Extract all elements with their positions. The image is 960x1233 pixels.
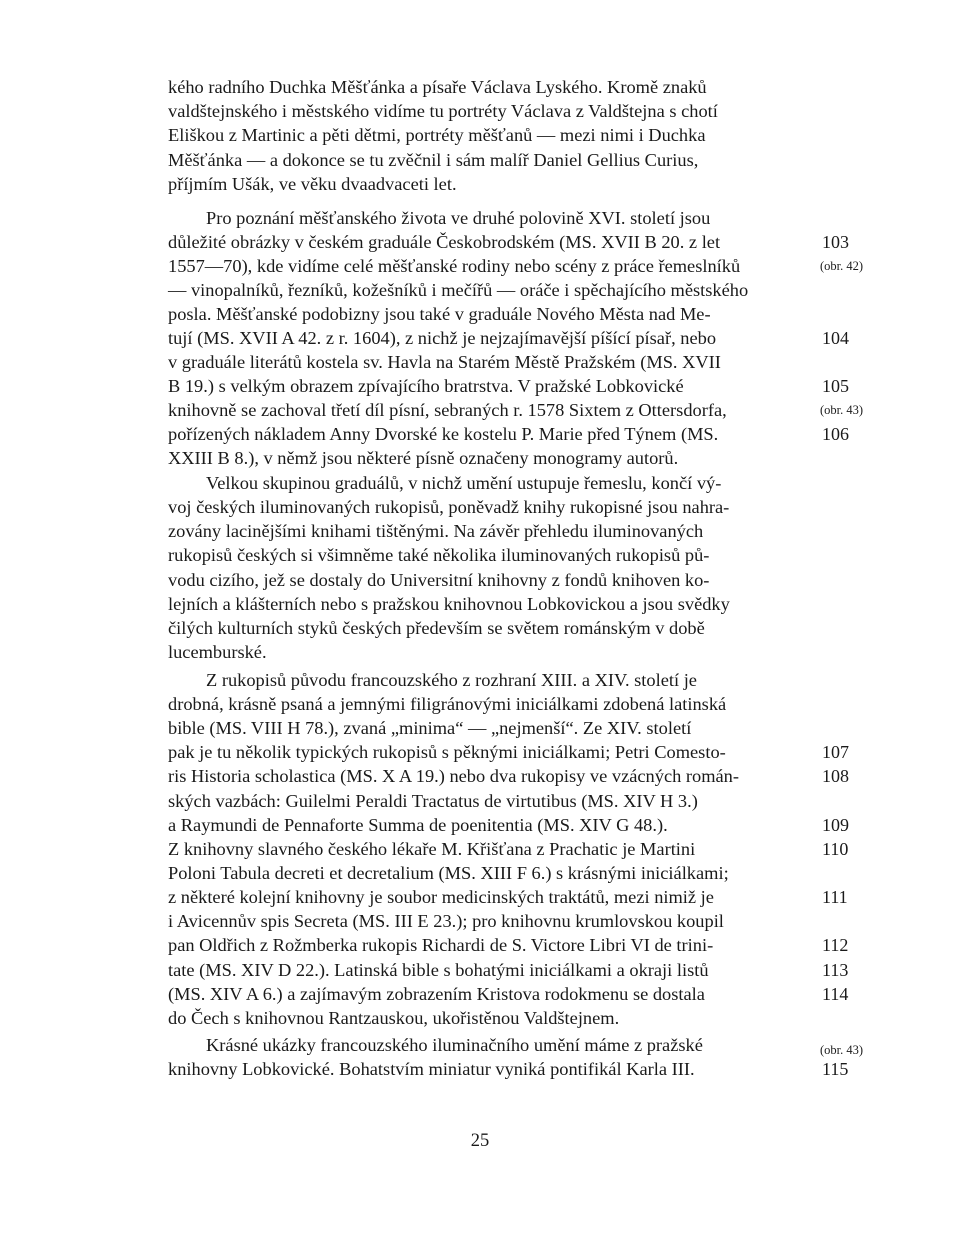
text-line: valdštejnského i městského vidíme tu portréty Václava z Valdštejna s chotí: [168, 101, 718, 121]
text-line: lucemburské.: [168, 642, 267, 662]
margin-note: 114: [822, 984, 849, 1004]
text-line: čilých kulturních styků českých především se světem románským v době: [168, 618, 705, 638]
text-line: Krásné ukázky francouzského iluminačního umění máme z pražské: [206, 1035, 703, 1055]
margin-note: 105: [822, 376, 849, 396]
text-line: (MS. XIV A 6.) a zajímavým zobrazením Kristova rodokmenu se dostala: [168, 984, 705, 1004]
margin-note: 110: [822, 839, 849, 859]
margin-note: 109: [822, 815, 849, 835]
margin-note: 106: [822, 424, 849, 444]
text-line: z některé kolejní knihovny je soubor medicinských traktátů, mezi nimiž je: [168, 887, 714, 907]
text-line: Velkou skupinou graduálů, v nichž umění ustupuje řemeslu, končí vý-: [206, 473, 722, 493]
text-line: Poloni Tabula decreti et decretalium (MS. XIII F 6.) s krásnými iniciálkami;: [168, 863, 729, 883]
text-line: posla. Měšťanské podobizny jsou také v graduále Nového Města nad Me-: [168, 304, 711, 324]
margin-note: (obr. 43): [820, 403, 864, 417]
text-line: ských vazbách: Guilelmi Peraldi Tractatus de virtutibus (MS. XIV H 3.): [168, 791, 698, 811]
text-line: zovány lacinějšími knihami tištěnými. Na závěr přehledu iluminovaných: [168, 521, 704, 541]
text-line: Pro poznání měšťanského života ve druhé polovině XVI. století jsou: [206, 208, 711, 228]
text-line: knihovně se zachoval třetí díl písní, sebraných r. 1578 Sixtem z Ottersdorfa,: [168, 400, 727, 420]
margin-note: (obr. 43): [820, 1043, 864, 1057]
text-line: i Avicennův spis Secreta (MS. III E 23.); pro knihovnu krumlovskou koupil: [168, 911, 724, 931]
text-line: kého radního Duchka Měšťánka a písaře Václava Lyského. Kromě znaků: [168, 77, 707, 97]
margin-note: 112: [822, 935, 849, 955]
text-line: pak je tu několik typických rukopisů s pěknými iniciálkami; Petri Comesto-: [168, 742, 726, 762]
margin-note: 103: [822, 232, 849, 252]
text-line: XXIII B 8.), v němž jsou některé písně označeny monogramy autorů.: [168, 448, 679, 468]
margin-note: 104: [822, 328, 849, 348]
margin-note: 111: [822, 887, 848, 907]
text-line: příjmím Ušák, ve věku dvaadvaceti let.: [168, 174, 457, 194]
text-line: do Čech s knihovnou Rantzauskou, ukořistěnou Valdštejnem.: [168, 1008, 620, 1028]
text-line: Z rukopisů původu francouzského z rozhraní XIII. a XIV. století je: [206, 670, 697, 690]
margin-note: 113: [822, 960, 849, 980]
text-line: ris Historia scholastica (MS. X A 19.) nebo dva rukopisy ve vzácných román-: [168, 766, 740, 786]
text-line: tují (MS. XVII A 42. z r. 1604), z nichž je nejzajímavější píšící písař, nebo: [168, 328, 717, 348]
text-line: knihovny Lobkovické. Bohatstvím miniatur vyniká pontifikál Karla III.: [168, 1059, 695, 1079]
text-line: Z knihovny slavného českého lékaře M. Křišťana z Prachatic je Martini: [168, 839, 696, 859]
text-line: drobná, krásně psaná a jemnými filigránovými iniciálkami zdobená latinská: [168, 694, 727, 714]
text-line: bible (MS. VIII H 78.), zvaná „minima“ — „nejmenší“. Ze XIV. století: [168, 718, 692, 738]
text-line: 1557—70), kde vidíme celé měšťanské rodiny nebo scény z práce řemeslníků: [168, 256, 741, 276]
text-line: a Raymundi de Pennaforte Summa de poenitentia (MS. XIV G 48.).: [168, 815, 668, 835]
text-line: Měšťánka — a dokonce se tu zvěčnil i sám malíř Daniel Gellius Curius,: [168, 150, 699, 170]
margin-note: 108: [822, 766, 849, 786]
text-line: pan Oldřich z Rožmberka rukopis Richardi de S. Victore Libri VI de trini-: [168, 935, 714, 955]
margin-note: 115: [822, 1059, 849, 1079]
text-line: vodu cizího, jež se dostaly do Universitní knihovny z fondů knihoven ko-: [168, 570, 710, 590]
text-line: v graduále literátů kostela sv. Havla na Starém Městě Pražském (MS. XVII: [168, 352, 721, 372]
text-line: voj českých iluminovaných rukopisů, poněvadž knihy rukopisné jsou nahra-: [168, 497, 730, 517]
text-line: pořízených nákladem Anny Dvorské ke kostelu P. Marie před Týnem (MS.: [168, 424, 719, 444]
text-line: tate (MS. XIV D 22.). Latinská bible s bohatými iniciálkami a okraji listů: [168, 960, 709, 980]
margin-note: (obr. 42): [820, 259, 864, 273]
text-line: — vinopalníků, řezníků, kožešníků i mečířů — oráče i spěchajícího městského: [168, 280, 749, 300]
text-line: Eliškou z Martinic a pěti dětmi, portréty měšťanů — mezi nimi i Duchka: [168, 125, 706, 145]
text-line: B 19.) s velkým obrazem zpívajícího bratrstva. V pražské Lobkovické: [168, 376, 684, 396]
page-number: 25: [470, 1131, 490, 1151]
text-line: důležité obrázky v českém graduále Českobrodském (MS. XVII B 20. z let: [168, 232, 721, 252]
text-line: rukopisů českých si všimněme také několika iluminovaných rukopisů pů-: [168, 545, 710, 565]
text-line: lejních a klášterních nebo s pražskou knihovnou Lobkovickou a jsou svědky: [168, 594, 730, 614]
margin-note: 107: [822, 742, 849, 762]
